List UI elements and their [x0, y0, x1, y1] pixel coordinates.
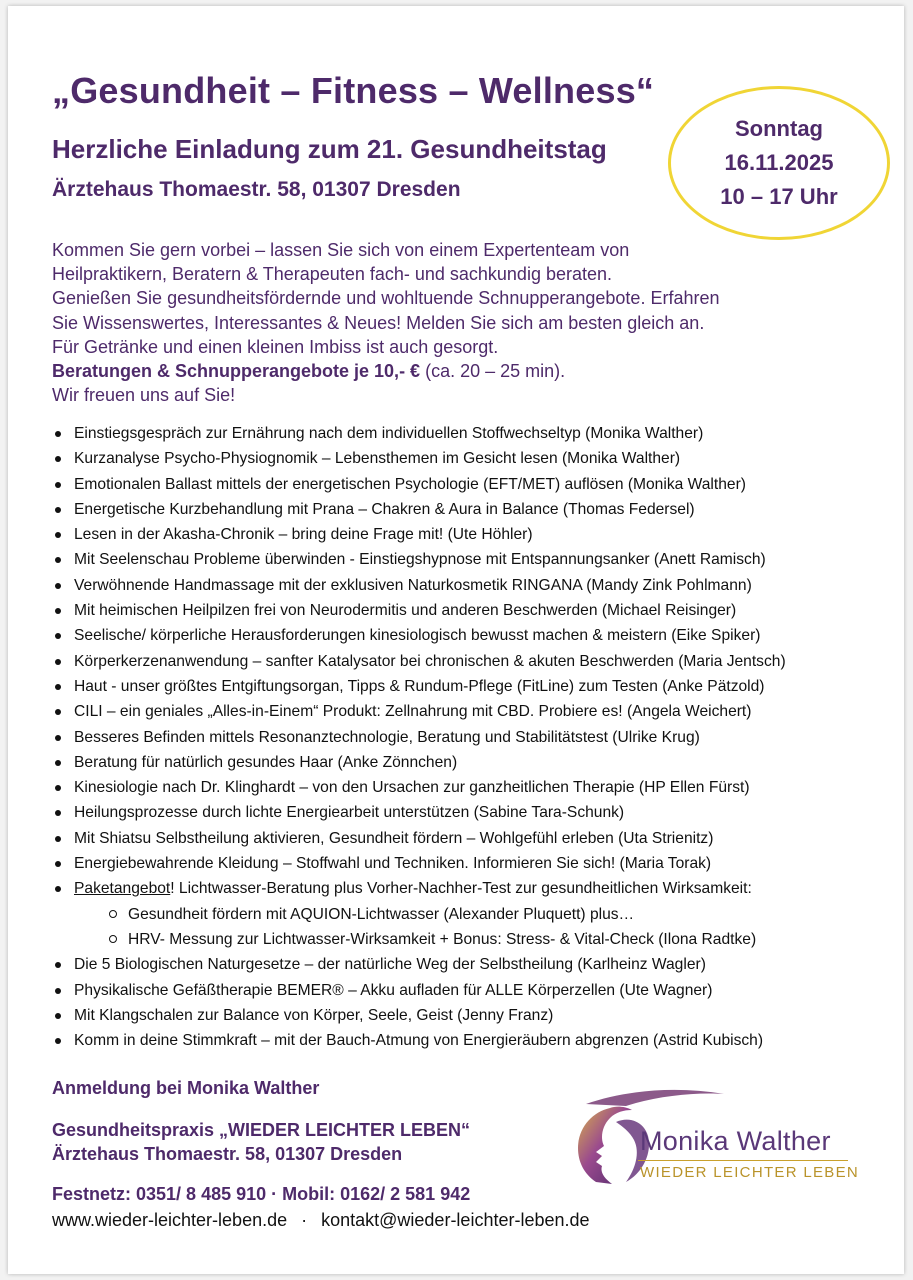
package-sub-item: HRV- Messung zur Lichtwasser-Wirksamkeit + Bonus: Stress- & Vital-Check (Ilona Radtke) — [52, 927, 902, 952]
price-bold: Beratungen & Schnupperangebote je 10,- € — [52, 361, 421, 382]
offer-item: Körperkerzenanwendung – sanfter Katalysator bei chronischen & akuten Beschwerden (Maria Jentsch) — [52, 649, 902, 674]
offer-item: Haut - unser größtes Entgiftungsorgan, Tipps & Rundum-Pflege (FitLine) zum Testen (Anke Pätzold) — [52, 674, 902, 699]
offer-item: Verwöhnende Handmassage mit der exklusiven Naturkosmetik RINGANA (Mandy Zink Pohlmann) — [52, 573, 902, 598]
offer-item: Mit heimischen Heilpilzen frei von Neurodermitis und anderen Beschwerden (Michael Reisinger) — [52, 598, 902, 623]
offer-item: Kinesiologie nach Dr. Klinghardt – von den Ursachen zur ganzheitlichen Therapie (HP Ellen Fürst) — [52, 775, 902, 800]
package-text: ! Lichtwasser-Beratung plus Vorher-Nachher-Test zur gesundheitlichen Wirksamkeit: — [170, 880, 752, 898]
offer-item: Lesen in der Akasha-Chronik – bring deine Frage mit! (Ute Höhler) — [52, 522, 902, 547]
offer-item: CILI – ein geniales „Alles-in-Einem“ Produkt: Zellnahrung mit CBD. Probiere es! (Angela Weichert) — [52, 699, 902, 724]
offer-item: Energetische Kurzbehandlung mit Prana – Chakren & Aura in Balance (Thomas Federsel) — [52, 497, 902, 522]
offer-item: Die 5 Biologischen Naturgesetze – der natürliche Weg der Selbstheilung (Karlheinz Wagler) — [52, 952, 902, 977]
offer-item: Komm in deine Stimmkraft – mit der Bauch-Atmung von Energieräubern abgrenzen (Astrid Kubisch) — [52, 1028, 902, 1053]
flyer-title: „Gesundheit – Fitness – Wellness“ — [52, 70, 655, 111]
email-link[interactable]: kontakt@wieder-leichter-leben.de — [321, 1210, 590, 1230]
flyer-page — [8, 6, 904, 1274]
event-date-circle — [668, 86, 890, 240]
contact-line — [52, 1210, 590, 1231]
intro-line: Heilpraktikern, Beratern & Therapeuten fach- und sachkundig beraten. — [52, 264, 613, 285]
registration-heading: Anmeldung bei Monika Walther — [52, 1078, 320, 1098]
offer-item: Mit Klangschalen zur Balance von Körper, Seele, Geist (Jenny Franz) — [52, 1003, 902, 1028]
offer-list — [52, 421, 902, 1053]
intro-closing: Wir freuen uns auf Sie! — [52, 385, 236, 406]
offer-item: Beratung für natürlich gesundes Haar (Anke Zönnchen) — [52, 750, 902, 775]
invitation-subtitle: Herzliche Einladung zum 21. Gesundheitstag — [52, 134, 607, 164]
package-sub-item: Gesundheit fördern mit AQUION-Lichtwasser (Alexander Pluquett) plus… — [52, 902, 902, 927]
website-link[interactable]: www.wieder-leichter-leben.de — [52, 1210, 288, 1230]
offer-item: Physikalische Gefäßtherapie BEMER® – Akku aufladen für ALLE Körperzellen (Ute Wagner) — [52, 978, 902, 1003]
offer-item: Einstiegsgespräch zur Ernährung nach dem individuellen Stoffwechseltyp (Monika Walther) — [52, 421, 902, 446]
event-time: 10 – 17 Uhr — [720, 184, 838, 209]
offer-item: Heilungsprozesse durch lichte Energiearbeit unterstützen (Sabine Tara-Schunk) — [52, 800, 902, 825]
package-label: Paketangebot — [74, 880, 171, 898]
offer-item: Energiebewahrende Kleidung – Stoffwahl und Techniken. Informieren Sie sich! (Maria Torak) — [52, 851, 902, 876]
logo-name: Monika Walther — [640, 1126, 831, 1156]
offer-item: Kurzanalyse Psycho-Physiognomik – Lebensthemen im Gesicht lesen (Monika Walther) — [52, 446, 902, 471]
practice-address: Ärztehaus Thomaestr. 58, 01307 Dresden — [52, 1144, 403, 1164]
practice-name: Gesundheitspraxis „WIEDER LEICHTER LEBEN“ — [52, 1120, 471, 1140]
logo-divider — [638, 1160, 848, 1161]
practice-info — [52, 1118, 470, 1166]
intro-line: Sie Wissenswertes, Interessantes & Neues! Melden Sie sich am besten gleich an. — [52, 312, 705, 333]
offer-item-package — [52, 876, 902, 901]
intro-line: Kommen Sie gern vorbei – lassen Sie sich von einem Expertenteam von — [52, 240, 630, 260]
contact-separator: · — [301, 1210, 308, 1230]
intro-text — [52, 238, 892, 407]
event-day: Sonntag — [735, 116, 823, 141]
venue-address: Ärztehaus Thomaestr. 58, 01307 Dresden — [52, 178, 461, 201]
intro-line: Für Getränke und einen kleinen Imbiss ist auch gesorgt. — [52, 336, 499, 357]
price-line — [52, 359, 892, 383]
offer-item: Seelische/ körperliche Herausforderungen kinesiologisch bewusst machen & meistern (Eike Spiker) — [52, 623, 902, 648]
price-duration: (ca. 20 – 25 min). — [420, 361, 566, 382]
event-date: 16.11.2025 — [724, 150, 834, 175]
offer-item: Besseres Befinden mittels Resonanztechnologie, Beratung und Stabilitätstest (Ulrike Krug) — [52, 725, 902, 750]
offer-item: Mit Seelenschau Probleme überwinden - Einstiegshypnose mit Entspannungsanker (Anett Ramisch) — [52, 547, 902, 572]
phone-numbers: Festnetz: 0351/ 8 485 910 · Mobil: 0162/ 2 581 942 — [52, 1184, 471, 1204]
offer-item: Emotionalen Ballast mittels der energetischen Psychologie (EFT/MET) auflösen (Monika Walther) — [52, 472, 902, 497]
logo-tagline: WIEDER LEICHTER LEBEN — [640, 1164, 860, 1181]
intro-line: Genießen Sie gesundheitsfördernde und wohltuende Schnupperangebote. Erfahren — [52, 288, 720, 309]
offer-item: Mit Shiatsu Selbstheilung aktivieren, Gesundheit fördern – Wohlgefühl erleben (Uta Strienitz) — [52, 826, 902, 851]
